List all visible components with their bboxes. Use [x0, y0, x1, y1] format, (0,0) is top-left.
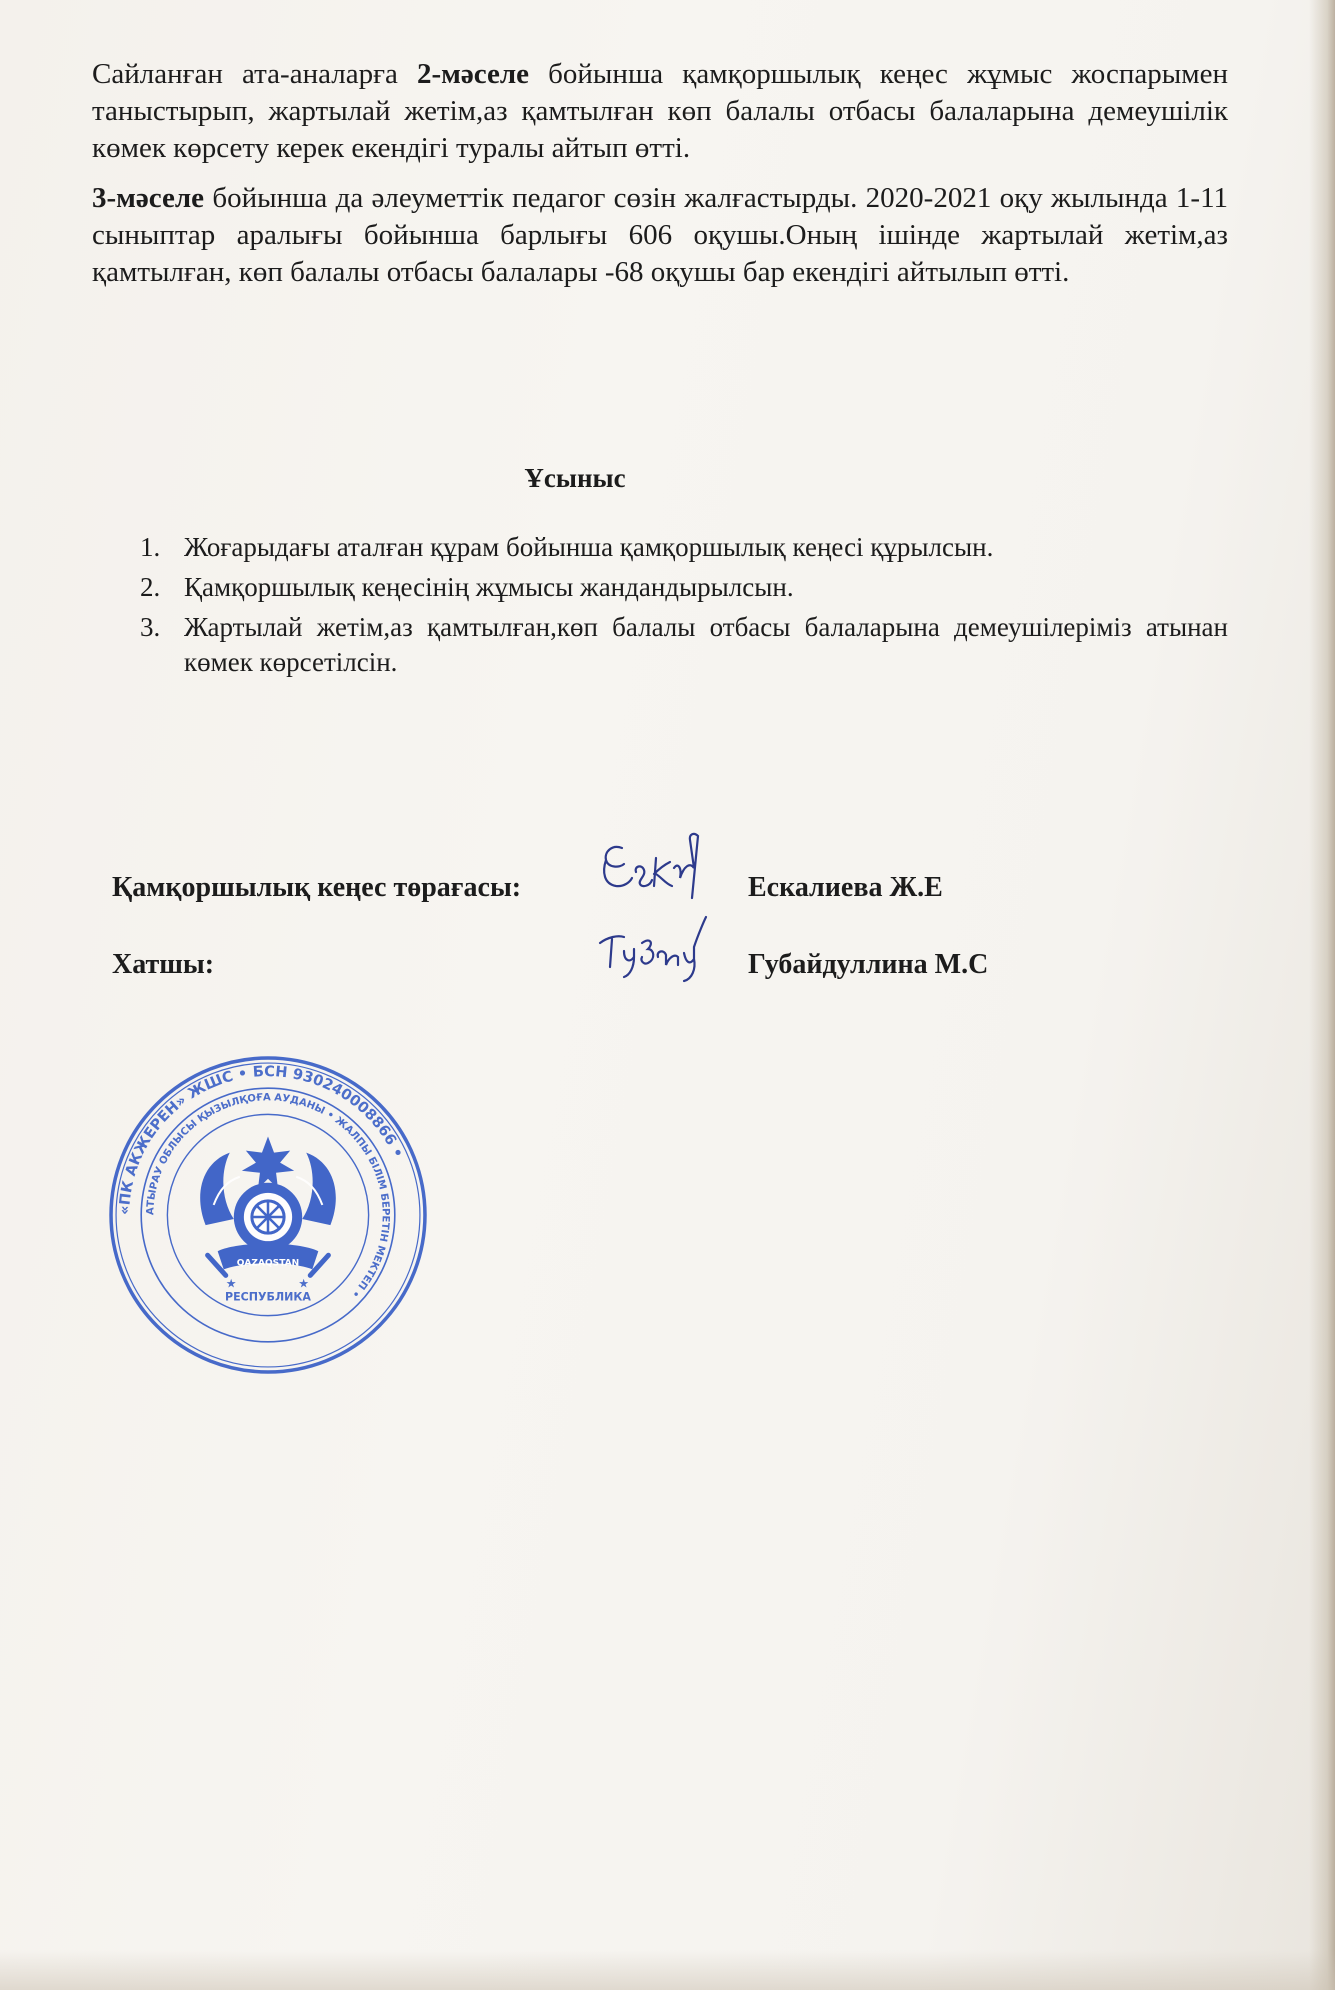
chair-handwritten-signature [594, 828, 714, 908]
recommendation-item [140, 570, 1228, 605]
kazakhstan-emblem [200, 1137, 336, 1276]
recommendation-text: Қамқоршылық кеңесінің жұмысы жандандырылсын. [184, 572, 794, 602]
chair-name: Ескалиева Ж.Е [748, 872, 943, 903]
stamp-bottom-text: РЕСПУБЛИКА [225, 1290, 311, 1304]
official-seal-stamp [107, 1054, 429, 1376]
paragraph-text: бойынша да әлеуметтік педагог сөзін жалғастырды. 2020-2021 оқу жылында 1-11 сыныптар аралығы бойынша барлығы 606 оқушы.Оның ішінде жартылай жетім,аз қамтылған, көп балалы отбасы балалары -68 оқушы бар екендігі айтылып өтті. [92, 182, 1228, 288]
chair-role-label: Қамқоршылық кеңес төрағасы: [112, 872, 522, 903]
recommendation-text: Жартылай жетім,аз қамтылған,көп балалы отбасы балаларына демеушілеріміз атынан көмек көрсетілсін. [184, 612, 1228, 677]
secretary-role-label: Хатшы: [112, 949, 215, 980]
secretary-handwritten-signature [594, 913, 714, 983]
recommendation-text: Жоғарыдағы аталған құрам бойынша қамқоршылық кеңесі құрылсын. [184, 532, 994, 562]
page-bottom-shadow [0, 1950, 1335, 1990]
chair-signature-row [112, 858, 1212, 918]
stamp-star-right: ★ [298, 1276, 310, 1291]
stamp-star-left: ★ [225, 1276, 237, 1291]
recommendation-number: 1. [140, 532, 161, 562]
issue-label: 2-мәселе [416, 58, 530, 90]
paragraph-text: бойынша қамқоршылық кеңес жұмыс жоспарымен таныстырып, жартылай жетім,аз қамтылған көп балалы отбасы балаларына демеушілік көмек көрсету керек екендігі туралы айтып өтті. [92, 58, 1228, 164]
recommendation-number: 2. [140, 572, 161, 602]
paragraph-text: Сайланған ата-аналарға [92, 58, 417, 90]
recommendations-heading: Ұсыныс [524, 463, 626, 493]
paragraph-issue-3 [92, 180, 1228, 291]
paragraph-issue-2 [92, 56, 1228, 167]
stamp-inner-ring-text: АТЫРАУ ОБЛЫСЫ ҚЫЗЫЛҚОҒА АУДАНЫ • ЖАЛПЫ БІЛІМ БЕРЕТІН МЕКТЕП • [145, 1092, 391, 1300]
page-edge-shadow [1309, 0, 1335, 1990]
stamp-center-text: QAZAQSTAN [236, 1258, 300, 1269]
issue-label: 3-мәселе [92, 182, 205, 214]
secretary-signature-row [112, 935, 1212, 995]
recommendation-item [140, 610, 1228, 680]
recommendation-item [140, 530, 1228, 565]
recommendations-list [140, 530, 1228, 685]
secretary-name: Губайдуллина М.С [748, 949, 989, 980]
stamp-outer-ring-text: «ПК АКЖЕРЕН» ЖШС • БСН 930240008866 • [116, 1063, 407, 1216]
recommendation-number: 3. [140, 612, 161, 642]
